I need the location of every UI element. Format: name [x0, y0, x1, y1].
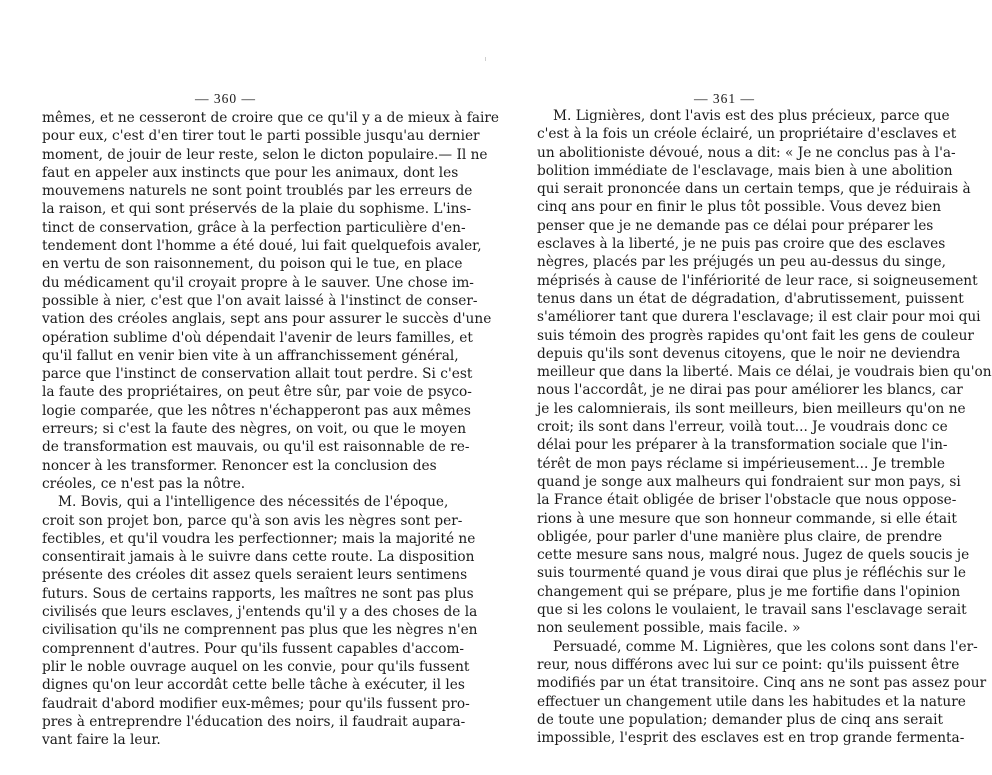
- text-line: noncer à les transformer. Renoncer est la conclusion des: [42, 457, 437, 474]
- text-line: meilleur que dans la liberté. Mais ce délai, je voudrais bien qu'on: [537, 364, 992, 381]
- text-line: M. Bovis, qui a l'intelligence des nécessités de l'époque,: [58, 494, 449, 511]
- text-line: pres à entreprendre l'éducation des noirs, il faudrait aupara-: [42, 713, 466, 730]
- text-line: M. Lignières, dont l'avis est des plus précieux, parce que: [553, 108, 950, 124]
- text-line: la raison, et qui sont préservés de la plaie du sophisme. L'ins-: [42, 201, 472, 218]
- text-line: esclaves à la liberté, je ne puis pas croire que des esclaves: [537, 236, 946, 253]
- text-line: nous l'accordât, je ne dirai pas pour améliorer les blancs, car: [537, 382, 963, 399]
- text-line: moment, de jouir de leur reste, selon le dicton populaire.— Il ne: [42, 146, 488, 163]
- text-line: térêt de mon pays réclame si impérieusement... Je tremble: [537, 455, 946, 472]
- text-line: obligée, pour parler d'une manière plus claire, de prendre: [537, 528, 943, 545]
- page-number: — 360 —: [195, 91, 256, 106]
- text-line: consentirait jamais à le suivre dans cette route. La disposition: [42, 549, 475, 566]
- text-line: depuis qu'ils sont devenus citoyens, que le noir ne deviendra: [537, 345, 961, 362]
- page-text: [42, 109, 500, 749]
- page-text: [537, 107, 992, 747]
- text-line: qu'il fallut en venir bien vite à un affranchissement général,: [42, 347, 459, 364]
- text-line: de toute une population; demander plus de cinq ans serait: [537, 711, 943, 728]
- text-line: je les calomnierais, ils sont meilleurs, bien meilleurs qu'on ne: [537, 400, 966, 417]
- text-line: croit; ils sont dans l'erreur, voilà tout... Je voudrais donc ce: [537, 419, 948, 436]
- text-line: civilisés que leurs esclaves, j'entends qu'il y a des choses de la: [42, 604, 478, 621]
- gutter-mark: [485, 57, 486, 61]
- text-line: futurs. Sous de certains rapports, les maîtres ne sont pas plus: [42, 585, 474, 602]
- text-line: comprennent d'autres. Pour qu'ils fussent capables d'accom-: [42, 640, 465, 657]
- text-line: suis tourmenté quand je vous dirai que plus je réfléchis sur le: [537, 565, 967, 582]
- text-line: fectibles, et qu'il voudra les perfectionner; mais la majorité ne: [42, 530, 476, 547]
- text-line: quand je songe aux malheurs qui fondraient sur mon pays, si: [537, 473, 961, 490]
- text-line: opération sublime d'où dépendait l'avenir de leurs familles, et: [42, 329, 473, 346]
- text-line: de transformation est mauvais, ou qu'il est raisonnable de re-: [42, 439, 470, 456]
- page-number: — 361 —: [694, 91, 755, 106]
- text-line: tenus dans un état de dégradation, d'abrutissement, puissent: [537, 290, 964, 307]
- text-line: cette mesure sans nous, malgré nous. Jugez de quels soucis je: [537, 547, 970, 564]
- text-line: méprisés à cause de l'infériorité de leur race, si soigneusement: [537, 272, 978, 289]
- text-line: qui serait prononcée dans un certain temps, que je réduirais à: [537, 181, 971, 198]
- text-line: pour eux, c'est d'en tirer tout le parti possible jusqu'au dernier: [42, 128, 480, 145]
- text-line: mêmes, et ne cesseront de croire que ce qu'il y a de mieux à faire: [42, 110, 500, 126]
- text-line: possible à nier, c'est que l'on avait laissé à l'instinct de conser-: [42, 292, 478, 309]
- text-line: vation des créoles anglais, sept ans pour assurer le succès d'une: [42, 311, 492, 328]
- text-line: impossible, l'esprit des esclaves est en trop grande fermenta-: [537, 730, 965, 747]
- text-line: modifiés par un état transitoire. Cinq ans ne sont pas assez pour: [537, 675, 987, 692]
- text-line: reur, nous différons avec lui sur ce point: qu'ils puissent être: [537, 656, 960, 673]
- text-line: rions à une mesure que son honneur commande, si elle était: [537, 510, 957, 527]
- text-line: plir le noble ouvrage auquel on les convie, pour qu'ils fussent: [42, 658, 470, 675]
- text-line: Persuadé, comme M. Lignières, que les colons sont dans l'er-: [553, 638, 978, 655]
- text-line: un abolitioniste dévoué, nous a dit: « Je ne conclus pas à l'a-: [537, 144, 956, 161]
- text-line: bolition immédiate de l'esclavage, mais bien à une abolition: [537, 162, 953, 179]
- text-line: tinct de conservation, grâce à la perfection particulière d'en-: [42, 219, 466, 236]
- text-line: faudrait d'abord modifier eux-mêmes; pour qu'ils fussent pro-: [42, 695, 470, 712]
- text-line: mouvemens naturels ne sont point troublés par les erreurs de: [42, 183, 473, 200]
- text-line: présente des créoles dit assez quels seraient leurs sentimens: [42, 567, 468, 584]
- text-line: civilisation qu'ils ne comprennent pas plus que les nègres n'en: [42, 622, 478, 639]
- text-line: logie comparée, que les nôtres n'échapperont pas aux mêmes: [42, 402, 471, 419]
- text-line: changement qui se prépare, plus je me fortifie dans l'opinion: [537, 583, 961, 600]
- text-line: dignes qu'on leur accordât cette belle tâche à exécuter, il les: [42, 677, 465, 694]
- text-line: cinq ans pour en finir le plus tôt possible. Vous devez bien: [537, 199, 942, 216]
- text-line: erreurs; si c'est la faute des nègres, on voit, ou que le moyen: [42, 421, 467, 438]
- text-line: faut en appeler aux instincts que pour les animaux, dont les: [42, 164, 459, 181]
- text-line: la faute des propriétaires, on peut être sûr, par voie de psyco-: [42, 384, 472, 401]
- text-line: en vertu de son raisonnement, du poison qui le tue, en place: [42, 256, 463, 273]
- text-line: que si les colons le voulaient, le travail sans l'esclavage serait: [537, 602, 967, 619]
- text-line: effectuer un changement utile dans les habitudes et la nature: [537, 693, 966, 710]
- text-line: s'améliorer tant que durera l'esclavage; il est clair pour moi qui: [537, 309, 981, 326]
- text-line: non seulement possible, mais facile. »: [537, 620, 801, 637]
- text-line: parce que l'instinct de conservation allait tout perdre. Si c'est: [42, 366, 473, 383]
- text-line: nègres, placés par les préjugés un peu au-dessus du singe,: [537, 254, 946, 271]
- right-page: [490, 0, 992, 775]
- text-line: délai pour les préparer à la transformation sociale que l'in-: [537, 437, 948, 454]
- text-line: du médicament qu'il croyait propre à le sauver. Une chose im-: [42, 274, 474, 291]
- text-line: vant faire la leur.: [42, 732, 161, 749]
- text-line: suis témoin des progrès rapides qu'ont fait les gens de couleur: [537, 327, 974, 344]
- text-line: la France était obligée de briser l'obstacle que nous oppose-: [537, 492, 957, 509]
- text-line: tendement dont l'homme a été doué, lui fait quelquefois avaler,: [42, 238, 482, 255]
- text-line: penser que je ne demande pas ce délai pour préparer les: [537, 217, 934, 234]
- text-line: créoles, ce n'est pas la nôtre.: [42, 475, 246, 492]
- text-line: c'est à la fois un créole éclairé, un propriétaire d'esclaves et: [537, 126, 957, 143]
- text-line: croit son projet bon, parce qu'à son avis les nègres sont per-: [42, 512, 463, 529]
